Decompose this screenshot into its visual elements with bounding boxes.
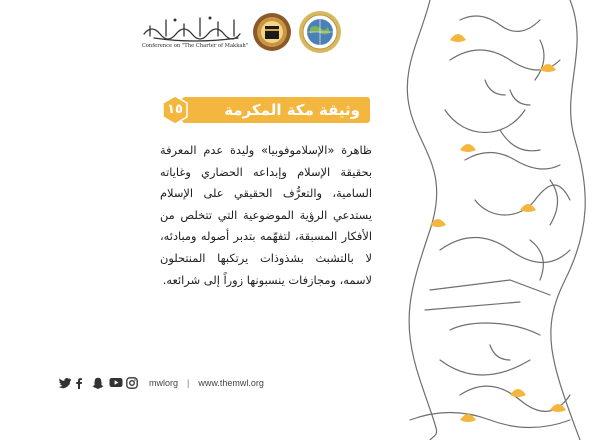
conference-calligraphy-logo bbox=[140, 12, 248, 42]
title-banner bbox=[158, 94, 370, 126]
number-badge bbox=[160, 95, 190, 125]
footer bbox=[58, 376, 264, 390]
kaaba-emblem-icon bbox=[252, 12, 292, 52]
charter-paragraph: ظاهرة «الإسلاموفوبيا» وليدة عدم المعرفة بحقيقة الإسلام وإبداعه الحضاري وغاياته السامية، والتعرُّف الحقيقي على الإسلام يستدعي الرؤية الموضوعية التي تتخلص من الأفكار المسبقة، لتفهّمه بتدبر أصوله ومبادئه، لا بالتشبث بشذوذات يرتكبها المنتحلون لاسمه، ومجازفات ينسبونها زوراً إلى شرائعه. bbox=[160, 143, 372, 287]
conference-english-caption: Conference on "The Charter of Makkah" bbox=[141, 43, 249, 49]
snapchat-icon[interactable] bbox=[92, 377, 105, 389]
facebook-icon[interactable] bbox=[75, 377, 88, 389]
instagram-icon[interactable] bbox=[126, 377, 139, 389]
badge-number: ١٥ bbox=[167, 102, 183, 117]
page-title: وثيقة مكة المكرمة bbox=[224, 101, 360, 119]
title-bar bbox=[182, 97, 370, 123]
calligraphy-decoration bbox=[390, 0, 600, 440]
footer-separator: | bbox=[187, 378, 190, 388]
header-logos bbox=[140, 10, 350, 56]
twitter-icon[interactable] bbox=[58, 377, 71, 389]
mwl-globe-emblem-icon bbox=[298, 10, 342, 54]
youtube-icon[interactable] bbox=[109, 377, 122, 389]
social-handle[interactable]: mwlorg bbox=[149, 378, 179, 388]
website-link[interactable]: www.themwl.org bbox=[198, 378, 264, 388]
